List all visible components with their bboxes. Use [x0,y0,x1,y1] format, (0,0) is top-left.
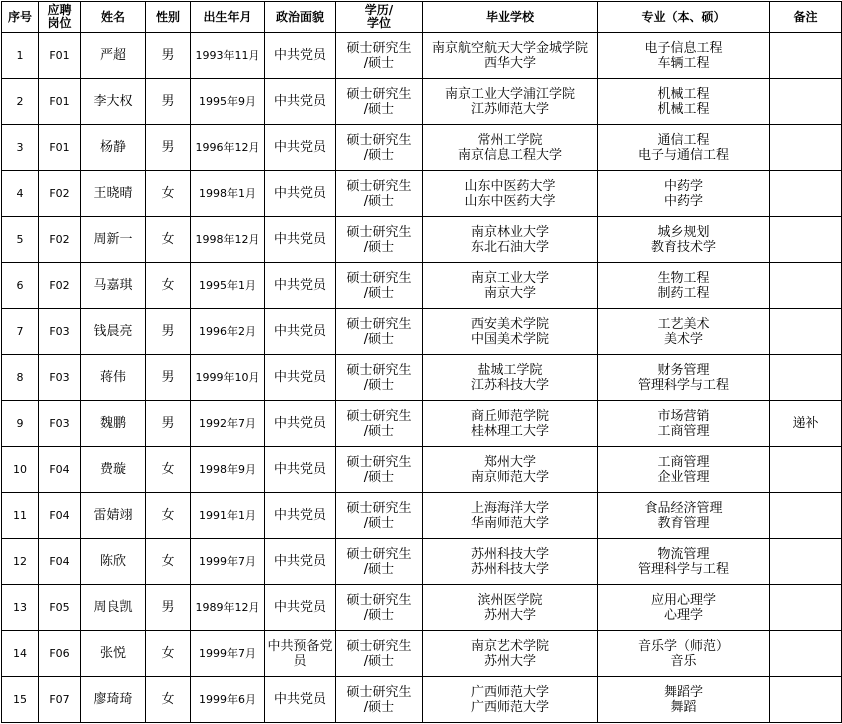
cell-major-line1: 城乡规划 [657,224,710,240]
cell-major [598,447,770,493]
header-education-line1: 学历/ [364,3,394,17]
cell-education-line1: 硕士研究生 [346,684,412,700]
cell-index: 1 [2,33,39,79]
cell-index: 4 [2,171,39,217]
cell-education-line1: 硕士研究生 [346,638,412,654]
cell-major-line2: 音乐 [670,653,697,669]
cell-education-line2: /硕士 [363,699,395,715]
cell-birth: 1989年12月 [191,585,265,631]
cell-post: F01 [39,125,81,171]
cell-school [423,125,598,171]
cell-education [336,677,423,723]
table-row [2,217,842,263]
cell-gender: 女 [146,447,191,493]
header-major: 专业（本、硕） [598,2,770,33]
cell-education-line1: 硕士研究生 [346,408,412,424]
cell-major-line1: 中药学 [663,178,703,194]
table-row [2,309,842,355]
header-political: 政治面貌 [265,2,336,33]
cell-birth: 1999年7月 [191,539,265,585]
cell-education [336,171,423,217]
cell-education-line2: /硕士 [363,285,395,301]
cell-post: F01 [39,33,81,79]
cell-post: F06 [39,631,81,677]
cell-political: 中共党员 [265,677,336,723]
cell-school [423,355,598,401]
cell-political: 中共党员 [265,493,336,539]
table-row [2,493,842,539]
cell-school-line1: 南京林业大学 [470,224,549,240]
header-education [336,2,423,33]
header-school: 毕业学校 [423,2,598,33]
header-remark: 备注 [770,2,842,33]
cell-remark [770,171,842,217]
cell-school-line1: 苏州科技大学 [470,546,549,562]
cell-gender: 女 [146,217,191,263]
cell-index: 5 [2,217,39,263]
cell-remark [770,33,842,79]
cell-major [598,33,770,79]
header-education-line2: 学位 [366,16,391,30]
cell-education-line1: 硕士研究生 [346,546,412,562]
table-row [2,125,842,171]
cell-major [598,631,770,677]
cell-name: 严超 [81,33,146,79]
cell-name: 蒋伟 [81,355,146,401]
cell-post: F02 [39,263,81,309]
cell-school-line1: 常州工学院 [477,132,543,148]
cell-post: F03 [39,401,81,447]
cell-major-line1: 音乐学（师范） [637,638,729,654]
header-post [39,2,81,33]
header-post-line1: 应聘 [47,3,72,17]
cell-index: 3 [2,125,39,171]
cell-education [336,631,423,677]
cell-index: 6 [2,263,39,309]
cell-school-line2: 山东中医药大学 [464,193,556,209]
cell-school-line1: 郑州大学 [483,454,536,470]
table-body [2,33,842,723]
cell-name: 张悦 [81,631,146,677]
cell-education [336,217,423,263]
cell-education [336,493,423,539]
cell-political: 中共党员 [265,33,336,79]
table-row [2,631,842,677]
cell-education-line1: 硕士研究生 [346,178,412,194]
cell-school-line1: 南京工业大学 [470,270,549,286]
table-row [2,447,842,493]
cell-school-line2: 江苏科技大学 [470,377,549,393]
cell-major [598,677,770,723]
cell-gender: 男 [146,585,191,631]
cell-school [423,539,598,585]
cell-birth: 1995年9月 [191,79,265,125]
cell-political: 中共党员 [265,539,336,585]
cell-school-line2: 苏州大学 [483,607,536,623]
cell-education-line1: 硕士研究生 [346,362,412,378]
cell-birth: 1991年1月 [191,493,265,539]
cell-remark [770,125,842,171]
cell-index: 8 [2,355,39,401]
cell-major-line1: 工艺美术 [657,316,710,332]
cell-political: 中共党员 [265,447,336,493]
cell-birth: 1992年7月 [191,401,265,447]
table-row [2,79,842,125]
cell-post: F04 [39,447,81,493]
cell-major [598,263,770,309]
cell-name: 王晓晴 [81,171,146,217]
table-row [2,355,842,401]
cell-school [423,263,598,309]
cell-major-line2: 管理科学与工程 [637,561,729,577]
cell-education-line1: 硕士研究生 [346,270,412,286]
cell-school-line2: 华南师范大学 [470,515,549,531]
cell-gender: 男 [146,355,191,401]
cell-remark [770,493,842,539]
cell-major-line1: 工商管理 [657,454,710,470]
cell-school [423,171,598,217]
cell-political: 中共党员 [265,309,336,355]
cell-school-line2: 南京大学 [483,285,536,301]
cell-education [336,125,423,171]
cell-remark [770,585,842,631]
cell-education-line1: 硕士研究生 [346,592,412,608]
cell-school-line1: 南京工业大学浦江学院 [444,86,575,102]
cell-education-line1: 硕士研究生 [346,40,412,56]
header-post-line2: 岗位 [47,16,72,30]
cell-birth: 1998年1月 [191,171,265,217]
cell-name: 杨静 [81,125,146,171]
cell-school-line1: 西安美术学院 [470,316,549,332]
cell-education-line2: /硕士 [363,469,395,485]
cell-education [336,263,423,309]
cell-political [265,631,336,677]
cell-school-line2: 桂林理工大学 [470,423,549,439]
header-index: 序号 [2,2,39,33]
cell-political: 中共党员 [265,79,336,125]
cell-gender: 女 [146,493,191,539]
cell-major [598,539,770,585]
cell-school-line1: 广西师范大学 [470,684,549,700]
table-row [2,33,842,79]
cell-education-line1: 硕士研究生 [346,86,412,102]
cell-education-line2: /硕士 [363,423,395,439]
cell-political-line1: 中共预备党 [267,638,333,654]
cell-gender: 男 [146,125,191,171]
cell-remark [770,217,842,263]
cell-name: 陈欣 [81,539,146,585]
cell-post: F02 [39,171,81,217]
cell-political: 中共党员 [265,125,336,171]
cell-major-line2: 心理学 [663,607,703,623]
cell-school [423,631,598,677]
cell-education-line1: 硕士研究生 [346,500,412,516]
cell-education-line1: 硕士研究生 [346,224,412,240]
cell-gender: 女 [146,677,191,723]
cell-birth: 1999年10月 [191,355,265,401]
cell-education-line2: /硕士 [363,377,395,393]
cell-post: F07 [39,677,81,723]
cell-political: 中共党员 [265,401,336,447]
table-row [2,263,842,309]
cell-major [598,79,770,125]
cell-education-line2: /硕士 [363,607,395,623]
cell-school [423,677,598,723]
cell-major [598,217,770,263]
cell-remark: 递补 [770,401,842,447]
header-gender: 性别 [146,2,191,33]
cell-education-line2: /硕士 [363,331,395,347]
cell-school [423,447,598,493]
cell-political: 中共党员 [265,355,336,401]
cell-major-line2: 中药学 [663,193,703,209]
cell-post: F03 [39,309,81,355]
cell-education-line1: 硕士研究生 [346,454,412,470]
cell-major [598,493,770,539]
cell-name: 周新一 [81,217,146,263]
cell-gender: 女 [146,539,191,585]
cell-birth: 1996年2月 [191,309,265,355]
cell-remark [770,677,842,723]
header-birth: 出生年月 [191,2,265,33]
cell-school-line1: 商丘师范学院 [470,408,549,424]
cell-remark [770,263,842,309]
cell-name: 费璇 [81,447,146,493]
cell-major-line1: 舞蹈学 [663,684,703,700]
cell-education-line2: /硕士 [363,653,395,669]
cell-birth: 1995年1月 [191,263,265,309]
cell-index: 12 [2,539,39,585]
cell-major-line2: 电子与通信工程 [637,147,729,163]
cell-school [423,493,598,539]
cell-major-line2: 教育技术学 [650,239,716,255]
cell-major-line2: 管理科学与工程 [637,377,729,393]
cell-school-line1: 南京航空航天大学金城学院 [431,40,588,56]
cell-name: 廖琦琦 [81,677,146,723]
cell-major-line2: 美术学 [663,331,703,347]
cell-post: F02 [39,217,81,263]
cell-school [423,401,598,447]
table-row [2,539,842,585]
cell-post: F04 [39,493,81,539]
cell-major [598,401,770,447]
cell-school [423,217,598,263]
cell-major-line2: 企业管理 [657,469,710,485]
cell-major [598,171,770,217]
cell-gender: 男 [146,309,191,355]
cell-education-line2: /硕士 [363,101,395,117]
cell-education-line2: /硕士 [363,55,395,71]
cell-remark [770,309,842,355]
cell-birth: 1999年7月 [191,631,265,677]
cell-school-line1: 滨州医学院 [477,592,543,608]
cell-name: 魏鹏 [81,401,146,447]
cell-school-line2: 南京信息工程大学 [457,147,562,163]
cell-name: 雷婧翊 [81,493,146,539]
header-row [2,2,842,33]
cell-major [598,309,770,355]
cell-index: 14 [2,631,39,677]
table-row [2,401,842,447]
cell-index: 2 [2,79,39,125]
cell-political: 中共党员 [265,585,336,631]
cell-name: 李大权 [81,79,146,125]
cell-name: 马嘉琪 [81,263,146,309]
cell-school [423,79,598,125]
cell-gender: 女 [146,171,191,217]
cell-education [336,539,423,585]
cell-major [598,125,770,171]
cell-education-line1: 硕士研究生 [346,132,412,148]
cell-birth: 1998年12月 [191,217,265,263]
cell-major-line1: 通信工程 [657,132,710,148]
cell-major-line1: 应用心理学 [650,592,716,608]
cell-index: 7 [2,309,39,355]
cell-major-line2: 舞蹈 [670,699,697,715]
cell-name: 钱晨亮 [81,309,146,355]
cell-political: 中共党员 [265,263,336,309]
cell-major-line1: 财务管理 [657,362,710,378]
cell-political: 中共党员 [265,217,336,263]
cell-major [598,355,770,401]
cell-remark [770,631,842,677]
cell-gender: 男 [146,401,191,447]
table-row [2,677,842,723]
cell-gender: 女 [146,263,191,309]
cell-education [336,355,423,401]
cell-remark [770,447,842,493]
cell-post: F01 [39,79,81,125]
cell-major-line2: 制药工程 [657,285,710,301]
cell-school-line2: 江苏师范大学 [470,101,549,117]
cell-school-line1: 山东中医药大学 [464,178,556,194]
cell-index: 13 [2,585,39,631]
cell-major-line2: 工商管理 [657,423,710,439]
cell-major-line1: 物流管理 [657,546,710,562]
cell-index: 9 [2,401,39,447]
cell-index: 15 [2,677,39,723]
cell-post: F05 [39,585,81,631]
cell-school [423,309,598,355]
cell-birth: 1998年9月 [191,447,265,493]
cell-school-line1: 上海海洋大学 [470,500,549,516]
cell-school [423,33,598,79]
cell-index: 11 [2,493,39,539]
cell-political-line2: 员 [293,653,307,669]
cell-education [336,585,423,631]
cell-education-line2: /硕士 [363,239,395,255]
cell-major-line2: 车辆工程 [657,55,710,71]
cell-birth: 1999年6月 [191,677,265,723]
cell-school-line1: 盐城工学院 [477,362,543,378]
cell-major-line1: 食品经济管理 [644,500,723,516]
cell-post: F03 [39,355,81,401]
cell-post: F04 [39,539,81,585]
cell-school-line1: 南京艺术学院 [470,638,549,654]
cell-school-line2: 南京师范大学 [470,469,549,485]
table-row [2,171,842,217]
cell-education [336,79,423,125]
cell-education-line2: /硕士 [363,147,395,163]
cell-school-line2: 苏州大学 [483,653,536,669]
cell-education [336,33,423,79]
cell-major-line1: 市场营销 [657,408,710,424]
cell-school-line2: 西华大学 [483,55,536,71]
cell-school [423,585,598,631]
cell-remark [770,355,842,401]
cell-school-line2: 广西师范大学 [470,699,549,715]
header-name: 姓名 [81,2,146,33]
cell-school-line2: 苏州科技大学 [470,561,549,577]
cell-major-line2: 教育管理 [657,515,710,531]
cell-education [336,309,423,355]
cell-name: 周良凯 [81,585,146,631]
cell-major-line2: 机械工程 [657,101,710,117]
cell-major [598,585,770,631]
cell-school-line2: 东北石油大学 [470,239,549,255]
cell-school-line2: 中国美术学院 [470,331,549,347]
cell-political: 中共党员 [265,171,336,217]
cell-education [336,401,423,447]
cell-gender: 男 [146,33,191,79]
cell-major-line1: 电子信息工程 [644,40,723,56]
cell-major-line1: 生物工程 [657,270,710,286]
cell-remark [770,79,842,125]
cell-remark [770,539,842,585]
cell-birth: 1996年12月 [191,125,265,171]
cell-education-line2: /硕士 [363,193,395,209]
cell-education-line2: /硕士 [363,561,395,577]
cell-birth: 1993年11月 [191,33,265,79]
cell-gender: 男 [146,79,191,125]
cell-education [336,447,423,493]
cell-education-line1: 硕士研究生 [346,316,412,332]
cell-index: 10 [2,447,39,493]
cell-gender: 女 [146,631,191,677]
cell-education-line2: /硕士 [363,515,395,531]
cell-major-line1: 机械工程 [657,86,710,102]
candidate-table [1,1,842,723]
table-row [2,585,842,631]
